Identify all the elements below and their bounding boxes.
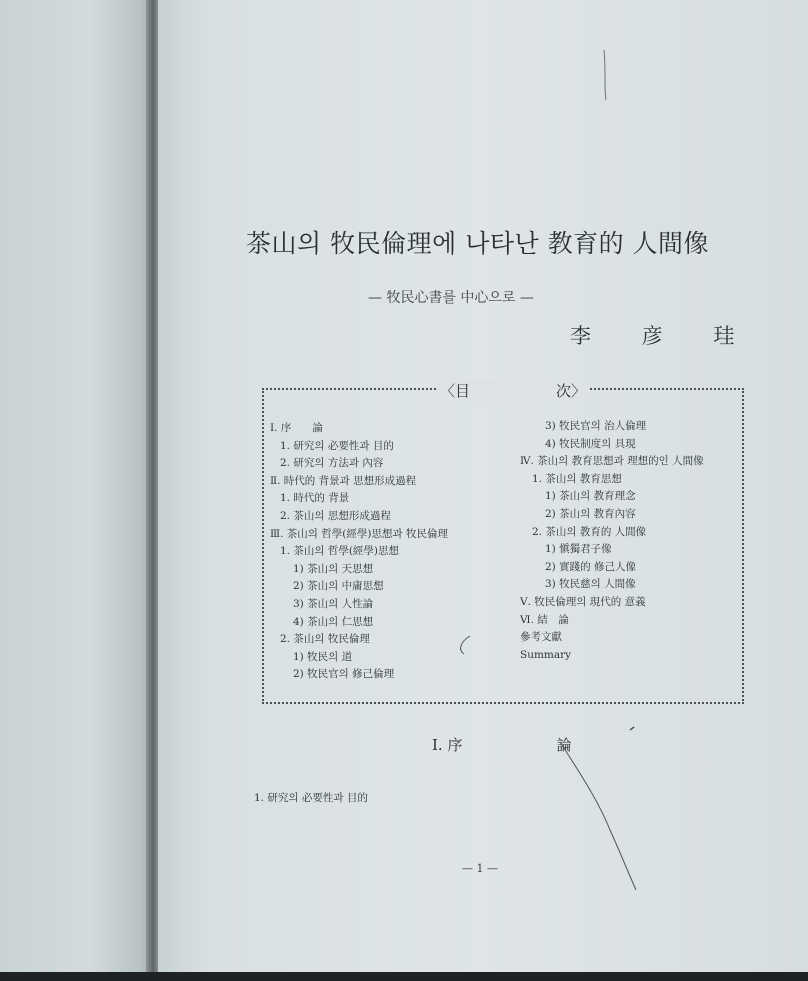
section-heading-right: 論 <box>556 736 572 754</box>
toc-heading-left: 〈目 <box>440 382 471 400</box>
toc-item: 2) 牧民官의 修己倫理 <box>293 668 395 681</box>
toc-item: 2) 茶山의 教育內容 <box>545 507 636 520</box>
toc-item: Ⅱ. 時代的 背景과 思想形成過程 <box>270 474 417 487</box>
toc-item: 3) 茶山의 人性論 <box>293 597 374 610</box>
toc-item: 4) 茶山의 仁思想 <box>293 615 374 628</box>
toc-item: Ⅳ. 茶山의 教育思想과 理想的인 人間像 <box>520 455 704 468</box>
section-heading-left: Ⅰ. 序 <box>432 736 463 754</box>
pencil-marks <box>158 0 808 972</box>
toc-item: 4) 牧民制度의 具現 <box>545 437 636 450</box>
toc-item: Summary <box>520 648 572 661</box>
toc-item: 1. 茶山의 哲學(經學)思想 <box>280 545 400 558</box>
toc-item: 1) 愼獨君子像 <box>545 543 612 556</box>
toc-item: 3) 牧民官의 治人倫理 <box>545 420 647 432</box>
toc-item: 2) 實踐的 修己人像 <box>545 560 636 573</box>
author-name: 李 彦 珪 <box>570 324 757 348</box>
toc-item: 2. 茶山의 教育的 人間像 <box>532 525 647 538</box>
toc-item: 2. 茶山의 牧民倫理 <box>280 633 370 646</box>
toc-item: Ⅴ. 牧民倫理의 現代的 意義 <box>520 595 646 608</box>
toc-item: Ⅰ. 序 論 <box>270 422 323 434</box>
toc-item: 參考文獻 <box>520 631 562 644</box>
right-page <box>158 0 808 972</box>
toc-item: 1. 時代的 背景 <box>280 492 350 505</box>
toc-item: Ⅵ. 結 論 <box>520 613 569 626</box>
toc-item: 3) 牧民慈의 人間像 <box>545 578 636 591</box>
toc-item: 1) 牧民의 道 <box>293 650 353 663</box>
subsection-heading: 1. 研究의 必要性과 目的 <box>254 792 368 804</box>
left-page <box>0 0 152 972</box>
paper-subtitle: — 牧民心書를 中心으로 — <box>368 290 534 306</box>
page-number: — 1 — <box>462 862 498 875</box>
toc-item: 1. 研究의 必要性과 目的 <box>280 439 394 452</box>
toc-item: 2. 研究의 方法과 內容 <box>280 457 384 470</box>
toc-item: 1) 茶山의 天思想 <box>293 562 374 575</box>
paper-title: 茶山의 牧民倫理에 나타난 教育的 人間像 <box>246 229 710 258</box>
toc-item: Ⅲ. 茶山의 哲學(經學)思想과 牧民倫理 <box>270 527 448 540</box>
toc-heading-right: 次〉 <box>556 382 587 400</box>
toc-item: 1. 茶山의 教育思想 <box>532 472 622 485</box>
toc-item: 2) 茶山의 中庸思想 <box>293 580 384 593</box>
toc-item: 2. 茶山의 思想形成過程 <box>280 509 391 522</box>
toc-item: 1) 茶山의 教育理念 <box>545 490 636 503</box>
